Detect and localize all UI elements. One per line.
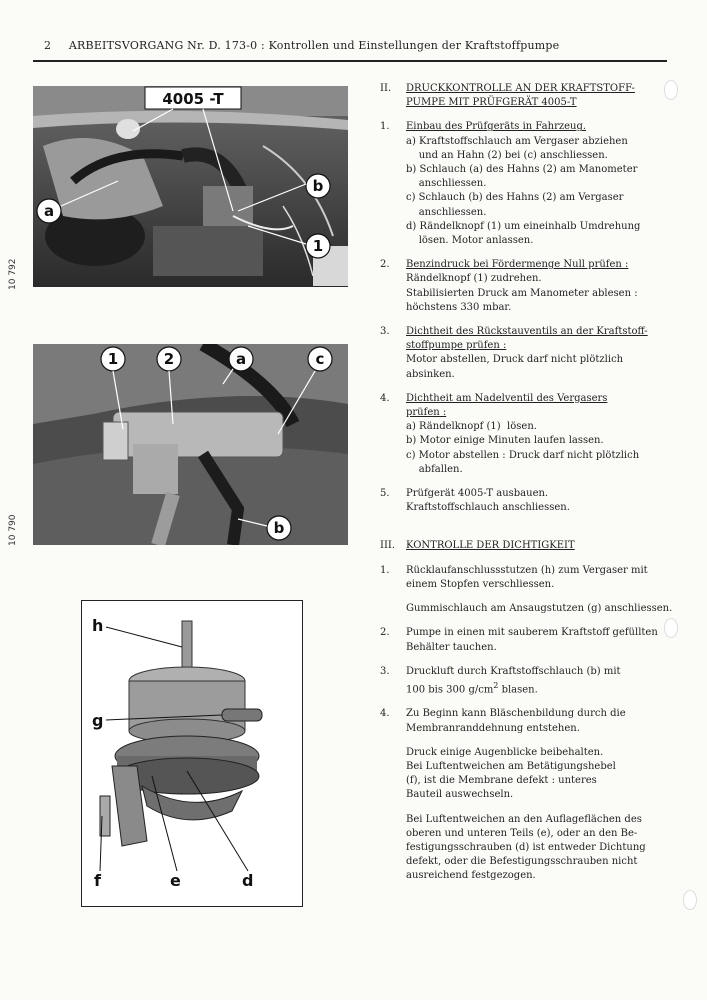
fig3-label-d: d [242,871,254,890]
section-ii-step-1: 1. Einbau des Prüfgeräts in Fahrzeug. a) Kraftstoffschlauch am Vergaser abziehen und an Hahn (2) bei (c) anschliessen. b) Schlauch (a) des Hahns (2) am Manometer anschliessen. c) Schlauch (b) des Hahns (2) am Vergaser anschliessen. d) Rändelknopf (1) um eineinhalb Umdrehung lösen. Motor anlassen. [380,121,641,247]
fig1-label-b: b [312,177,324,195]
section-ii-step-3: 3. Dichtheit des Rückstauventils an der Kraftstoff- stoffpumpe prüfen : Motor abstellen, Druck darf nicht plötzlich absinken. [380,326,648,380]
fig2-label-a: a [235,350,247,368]
section-iii-step-3: 3. Druckluft durch Kraftstoffschlauch (b) mit 100 bis 300 $g/cm^2$ blasen. [380,665,621,696]
fig1-code: 10 792 [8,258,18,290]
fig2-label-c: c [315,350,325,368]
section-iii-step-1: 1. Rücklaufanschlussstutzen (h) zum Vergaser mit einem Stopfen verschliessen. Gummischlauch am Ansaugstutzen (g) anschliessen. [380,564,673,615]
fig2-label-b: b [273,519,285,537]
page-number: 2 [44,39,52,52]
figure-fuel-pump [81,600,303,907]
engine-bay-illustration [33,86,348,287]
figure-test-tool [33,344,348,545]
fig3-label-h: h [92,616,104,635]
header-rule [33,60,667,62]
fig1-label-1: 1 [312,237,324,255]
section-iii-step-2: 2. Pumpe in einen mit sauberem Kraftstoff gefüllten Behälter tauchen. [380,627,658,653]
section-iii-heading: III. KONTROLLE DER DICHTIGKEIT [380,540,575,552]
page-header [44,39,559,52]
fig2-code: 10 790 [8,514,18,546]
section-ii-heading: II. DRUCKKONTROLLE AN DER KRAFTSTOFF- PUMPE MIT PRÜFGERÄT 4005-T [380,83,635,109]
section-iii-step-4: 4. Zu Beginn kann Bläschenbildung durch die Membranranddehnung entstehen. Druck einige Augenblicke beibehalten. Bei Luftentweichen am Betätigungshebel (f), ist die Membrane defekt : unteres Bauteil auswechseln. Bei Luftentweichen an den Auflageflächen des oberen und unteren Teils (e), oder an den Be- festigungsschrauben (d) ist entweder Dichtung defekt, oder die Befestigungsschrauben nicht ausreichend festgezogen. [380,708,646,882]
test-tool-illustration [33,344,348,545]
fig2-label-2: 2 [163,350,175,368]
fig1-label-a: a [43,202,55,220]
tool-tag-label: 4005 -T [162,90,224,108]
section-ii-step-2: 2. Benzindruck bei Fördermenge Null prüfen : Rändelknopf (1) zudrehen. Stabilisierten Druck am Manometer ablesen : höchstens 330 mbar. [380,259,638,313]
figure-engine-bay [33,86,348,287]
section-ii-step-4: 4. Dichtheit am Nadelventil des Vergasers prüfen : a) Rändelknopf (1) lösen. b) Motor einige Minuten laufen lassen. c) Motor abstellen : Druck darf nicht plötzlich abfallen. [380,392,640,475]
section-ii-step-5: 5. Prüfgerät 4005-T ausbauen. Kraftstoffschlauch anschliessen. [380,488,570,514]
fig2-label-1: 1 [107,350,119,368]
fig3-label-f: f [94,871,101,890]
header-title: ARBEITSVORGANG Nr. D. 173-0 : Kontrollen und Einstellungen der Kraftstoffpumpe [68,39,560,52]
fig3-label-g: g [92,711,104,730]
instructions-column [380,82,680,884]
fig3-label-e: e [170,871,181,890]
fuel-pump-illustration [82,601,302,906]
punch-hole-bottom [683,890,697,910]
punch-hole-middle [664,618,678,638]
punch-hole-top [664,80,678,100]
